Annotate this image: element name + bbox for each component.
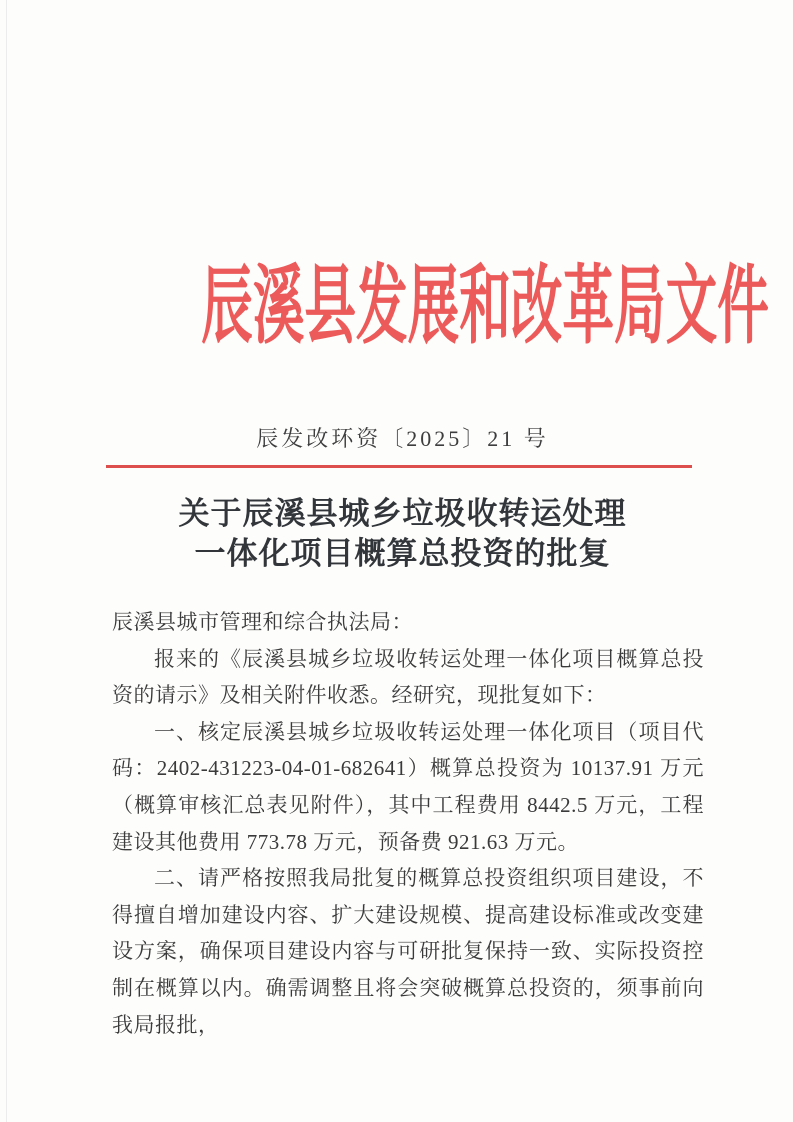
recipient-line: 辰溪县城市管理和综合执法局： xyxy=(112,610,413,634)
red-separator-line xyxy=(106,465,692,468)
scan-edge-artifact xyxy=(6,0,7,1122)
document-content xyxy=(12,0,793,1122)
document-number: 辰发改环资〔2025〕21 号 xyxy=(256,426,549,451)
document-body xyxy=(112,604,704,1043)
body-paragraph: 报来的《辰溪县城乡垃圾收转运处理一体化项目概算总投资的请示》及相关附件收悉。经研究，现批复如下： xyxy=(112,646,704,708)
body-paragraph: 一、核定辰溪县城乡垃圾收转运处理一体化项目（项目代码：2402-431223-04-01-682641）概算总投资为 10137.91 万元（概算审核汇总表见附件），其中工程费用 8442.5 万元，工程建设其他费用 773.78 万元，预备费 921.63 万元。 xyxy=(112,719,704,854)
document-title-line2: 一体化项目概算总投资的批复 xyxy=(194,536,611,571)
agency-title: 辰溪县发展和改革局文件 xyxy=(201,258,769,354)
body-paragraph: 二、请严格按照我局批复的概算总投资组织项目建设，不得擅自增加建设内容、扩大建设规模、提高建设标准或改变建设方案，确保项目建设内容与可研批复保持一致、实际投资控制在概算以内。确需调整且将会突破概算总投资的，须事前向我局报批， xyxy=(112,866,704,1037)
document-title-line1: 关于辰溪县城乡垃圾收转运处理 xyxy=(178,496,627,531)
document-title xyxy=(12,494,793,574)
letterhead-banner xyxy=(12,256,793,356)
